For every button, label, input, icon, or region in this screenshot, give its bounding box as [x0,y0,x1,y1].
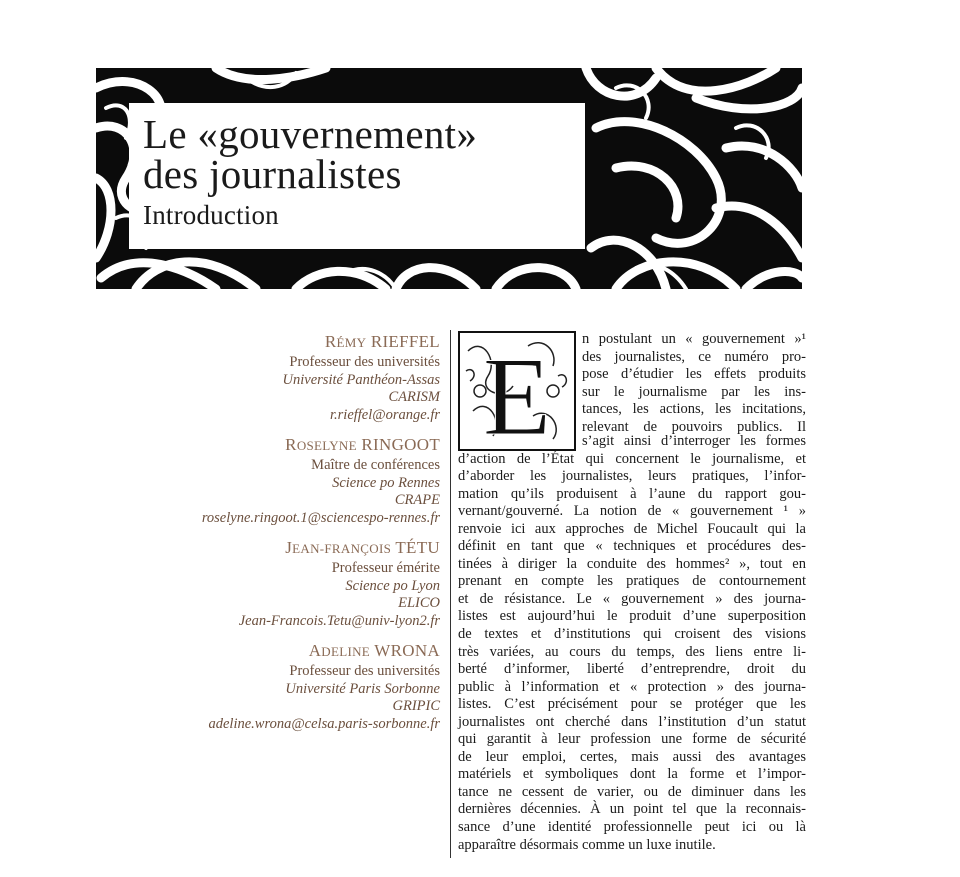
svg-text:E: E [482,335,552,451]
author-email[interactable]: Jean-Francois.Tetu@univ-lyon2.fr [238,612,440,629]
body-line: matériels et symboliques dont la forme et l’impor- [458,766,806,783]
column-divider [450,330,451,858]
author-block [150,640,440,733]
body-line: prenant en compte les pratiques de contournement [458,573,806,590]
body-line: des journalistes, ce numéro pro- [582,348,806,365]
author-position: Maître de conférences [311,457,440,473]
author-institution: Université Paris Sorbonne [285,680,440,697]
page-title-line-1: Le «gouvernement» [143,111,478,157]
body-line: listes. C’est précisément pour se protéger que les [458,696,806,713]
author-position: Professeur des universités [289,354,440,370]
body-line: tance ne cessent de varier, ou de diminuer dans les [458,783,806,800]
intro-paragraph-top [582,331,806,436]
body-line: définit en tant que « techniques et procédures des- [458,538,806,555]
body-line: s’agit ainsi d’interroger les formes [582,433,806,449]
body-line: sur le journalisme par les ins- [582,383,806,400]
author-institution: Science po Rennes [332,474,440,491]
body-line: vernant/gouverné. La notion de « gouvernement ¹ » [458,503,806,520]
author-lab: CARISM [388,389,440,405]
body-line: pose d’étudier les effets produits [582,366,806,383]
body-line: de textes et d’institutions qui croisent des visions [458,626,806,643]
body-line: tances, les actions, les incitations, [582,401,806,418]
body-line: mation qu’ils produisent à l’aune du rapport gou- [458,485,806,502]
intro-paragraph-body [458,433,806,854]
body-line: relevant de pouvoirs publics. Il [582,418,806,435]
author-position: Professeur des universités [289,663,440,679]
body-line: de leur emploi, certes, mais aussi des avantages [458,748,806,765]
author-email[interactable]: r.rieffel@orange.fr [329,406,440,423]
body-line: journalistes ont cherché dans l’institution d’un statut [458,713,806,730]
body-line: d’action de l’État qui concernent le journalisme, et [458,450,806,467]
body-line: qui garantit à leur profession une forme de sécurité [458,731,806,748]
author-institution: Science po Lyon [345,577,440,594]
body-line: et de résistance. Le « gouvernement » des journa- [458,590,806,607]
author-name: JEAN-FRANÇOIS TÉTU [285,538,440,557]
body-line: très variées, au cours du temps, des liens entre li- [458,643,806,660]
body-line: berté d’informer, liberté d’entreprendre, droit du [458,661,806,678]
author-name: RÉMY RIEFFEL [324,332,440,351]
author-email[interactable]: roselyne.ringoot.1@sciencespo-rennes.fr [201,509,440,526]
author-name: ADELINE WRONA [308,641,440,660]
author-block [150,434,440,527]
body-line: n postulant un « gouvernement »¹ [582,331,806,347]
author-lab: ELICO [398,595,440,611]
author-email[interactable]: adeline.wrona@celsa.paris-sorbonne.fr [208,715,440,732]
author-position: Professeur émérite [331,560,440,576]
authors-column [150,331,440,743]
body-line: renvoie ici aux approches de Michel Foucault qui la [458,520,806,537]
body-line: apparaître désormais comme un luxe inutile. [458,836,716,853]
body-line: d’aborder les journalistes, leurs pratiques, l’infor- [458,468,806,485]
body-line: tinées à diriger la conduite des hommes² », tout en [458,555,806,572]
body-line: sance d’une identité professionnelle peut ici ou là [458,819,806,836]
page-subtitle: Introduction [143,200,279,230]
author-lab: CRAPE [394,492,440,508]
author-lab: GRIPIC [392,698,440,714]
body-line: public à l’information et « protection » des journa- [458,678,806,695]
body-line: dernières décennies. À un point tel que la reconnais- [458,801,806,818]
author-block [150,331,440,424]
author-block [150,537,440,630]
body-line: listes est aujourd’hui le produit d’une superposition [458,608,806,625]
author-name: ROSELYNE RINGOOT [285,435,440,454]
author-institution: Université Panthéon-Assas [282,371,440,388]
page-title-line-2: des journalistes [143,151,402,197]
